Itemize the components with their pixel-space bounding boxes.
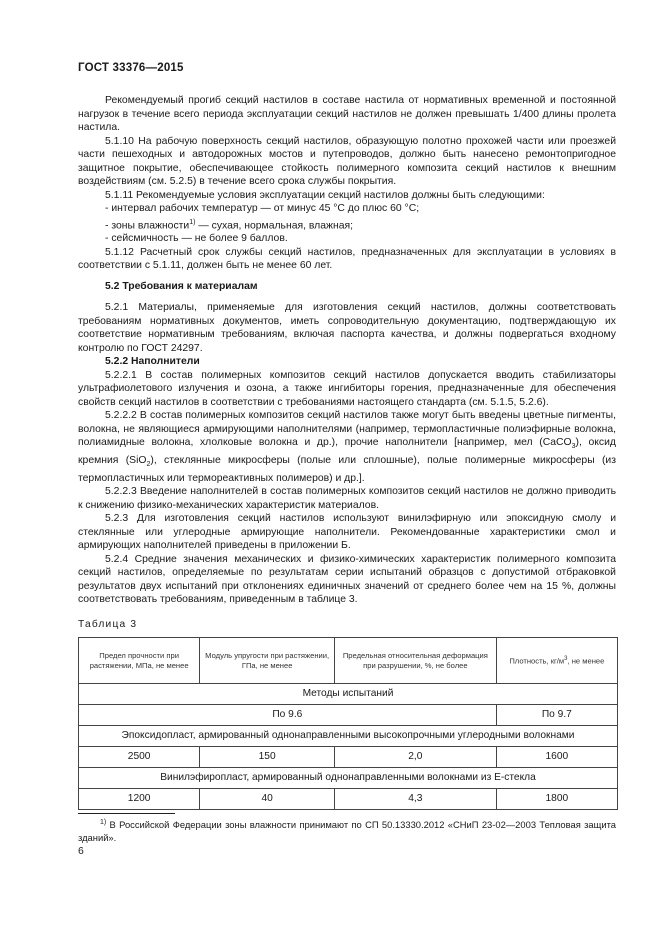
- list-item-humidity: [78, 216, 616, 233]
- material-epoxy: Эпоксидопласт, армированный однонаправленными высокопрочными углеродными волокнами: [79, 726, 618, 747]
- section-heading-5-2: 5.2 Требования к материалам: [105, 280, 258, 292]
- header-elastic-modulus: Модуль упругости при растяжении, ГПа, не менее: [200, 638, 335, 684]
- footnote-text: В Российской Федерации зоны влажности принимают по СП 50.13330.2012 «СНиП 23-02—2003 Тепловая защита зданий».: [78, 819, 616, 843]
- method-9-6: По 9.6: [79, 705, 497, 726]
- header-ultimate-strain: Предельная относительная деформация при разрушении, %, не более: [335, 638, 497, 684]
- table-cell: 40: [200, 789, 335, 810]
- table-row: [79, 684, 618, 705]
- fillers-text-a: 5.2.2.2 В состав полимерных композитов секций настилов также могут быть введены цветные пигменты, волокна, не являющиеся армирующими наполнителями (например, термопластичные полиэфирные волокна, полиамидные волокна, хлолковые волокна и др.), прочие наполнители [например, мел (CaCO: [78, 410, 616, 449]
- humidity-values: — сухая, нормальная, влажная;: [195, 219, 353, 231]
- table-cell: 1200: [79, 789, 200, 810]
- footnote-marker: 1): [100, 819, 107, 826]
- subsection-heading-5-2-2: 5.2.2 Наполнители: [105, 356, 200, 368]
- footnote: [78, 817, 616, 844]
- density-sup: 3: [564, 656, 568, 663]
- table-cell: 150: [200, 747, 335, 768]
- table-cell: 1600: [496, 747, 617, 768]
- table-cell: 2,0: [335, 747, 497, 768]
- document-body: [78, 94, 616, 810]
- paragraph-5-2-4: 5.2.4 Средние значения механических и физико-химических характеристик полимерного композита секций настилов, определяемые по результатам серии испытаний образцов с допустимой отбраковкой результатов двух испытаний при отклонениях единичных значений от среднего более чем на 15 %, должны соответствовать требованиям, приведенным в таблице 3.: [78, 553, 616, 606]
- footnote-separator: [78, 813, 175, 814]
- list-item-temperature: - интервал рабочих температур — от минус 45 °С до плюс 60 °С;: [105, 203, 420, 214]
- subscript-2: 2: [146, 461, 151, 469]
- header-tensile-strength: Предел прочности при растяжении, МПа, не менее: [79, 638, 200, 684]
- paragraph-5-2-2-1: 5.2.2.1 В состав полимерных композитов секций настилов допускается вводить стабилизаторы ультрафиолетового излучения и озона, а также ингибиторы горения, предназначенные для обеспечения свойств секций настилов в соответствии с требованиями настоящего стандарта (см. 5.1.5, 5.2.6).: [78, 369, 616, 408]
- list-item-seismic: - сейсмичность — не более 9 баллов.: [105, 233, 288, 245]
- table-cell: 1800: [496, 789, 617, 810]
- paragraph-5-1-12: 5.1.12 Расчетный срок службы секций настилов, предназначенных для эксплуатации в условиях в соответствии с 5.1.11, должен быть не менее 60 лет.: [78, 246, 616, 272]
- header-density: [496, 638, 617, 684]
- paragraph-5-2-3: 5.2.3 Для изготовления секций настилов используют винилэфирную или эпоксидную смолу и стеклянные или углеродные армирующие наполнители. Рекомендованные характеристики смол и армирующих наполнителей приведены в приложении Б.: [78, 513, 616, 552]
- density-label: Плотность, кг/м: [509, 656, 565, 666]
- table-cell: 2500: [79, 747, 200, 768]
- table-row: [79, 705, 618, 726]
- table-row: [79, 789, 618, 810]
- table-row: [79, 747, 618, 768]
- paragraph-deflection: Рекомендуемый прогиб секций настилов в составе настила от нормативных временной и постоянной нагрузок в течение всего периода эксплуатации секций настилов не должен превышать 1/400 длины пролета настила.: [78, 95, 616, 133]
- table-cell: 4,3: [335, 789, 497, 810]
- paragraph-5-2-2-3: 5.2.2.3 Введение наполнителей в состав полимерных композитов секций настилов не должно приводить к снижению физико-механических характеристик материалов.: [78, 486, 616, 511]
- fillers-text-b: ), оксид кремния (SiO: [78, 437, 616, 467]
- method-9-7: По 9.7: [496, 705, 617, 726]
- table-header-row: [79, 638, 618, 684]
- fillers-text-c: ), стеклянные микросферы (полые или сплошные), полые полимерные микросферы (из термопластичных или термореактивных полимеров) и др.].: [78, 455, 616, 484]
- table-row: [79, 726, 618, 747]
- paragraph-5-2-1: 5.2.1 Материалы, применяемые для изготовления секций настилов, должны соответствовать требованиям нормативных документов, иметь сопроводительную документацию, подтверждающую их соответствие нормативным требованиям, включая паспорта качества, и должны подвергаться входному контролю по ГОСТ 24297.: [78, 302, 616, 354]
- table-3: [78, 637, 618, 810]
- methods-label: Методы испытаний: [79, 684, 618, 705]
- document-header: ГОСТ 33376—2015: [78, 62, 184, 74]
- paragraph-5-2-2-2: [78, 409, 616, 485]
- paragraph-5-1-11: 5.1.11 Рекомендуемые условия эксплуатации секций настилов должны быть следующими:: [105, 189, 545, 201]
- material-vinylester: Винилэфиропласт, армированный однонаправленными волокнами из Е-стекла: [79, 768, 618, 789]
- page-number: 6: [78, 846, 84, 857]
- footnote-ref: 1): [189, 218, 196, 226]
- density-suffix: , не менее: [567, 656, 605, 666]
- paragraph-5-1-10: 5.1.10 На рабочую поверхность секций настилов, образующую полотно прохожей части или проезжей части пешеходных и автодорожных мостов и путепроводов, должно быть нанесено ремонтопригодное защитное покрытие, обеспечивающее стойкость полимерного композита секций настилов к внешним воздействиям (см. 5.2.5) в течение всего срока службы покрытия.: [78, 135, 616, 187]
- humidity-text: - зоны влажности: [105, 219, 190, 231]
- table-row: [79, 768, 618, 789]
- subscript-3: 3: [571, 443, 576, 451]
- table-caption: Таблица 3: [78, 618, 138, 630]
